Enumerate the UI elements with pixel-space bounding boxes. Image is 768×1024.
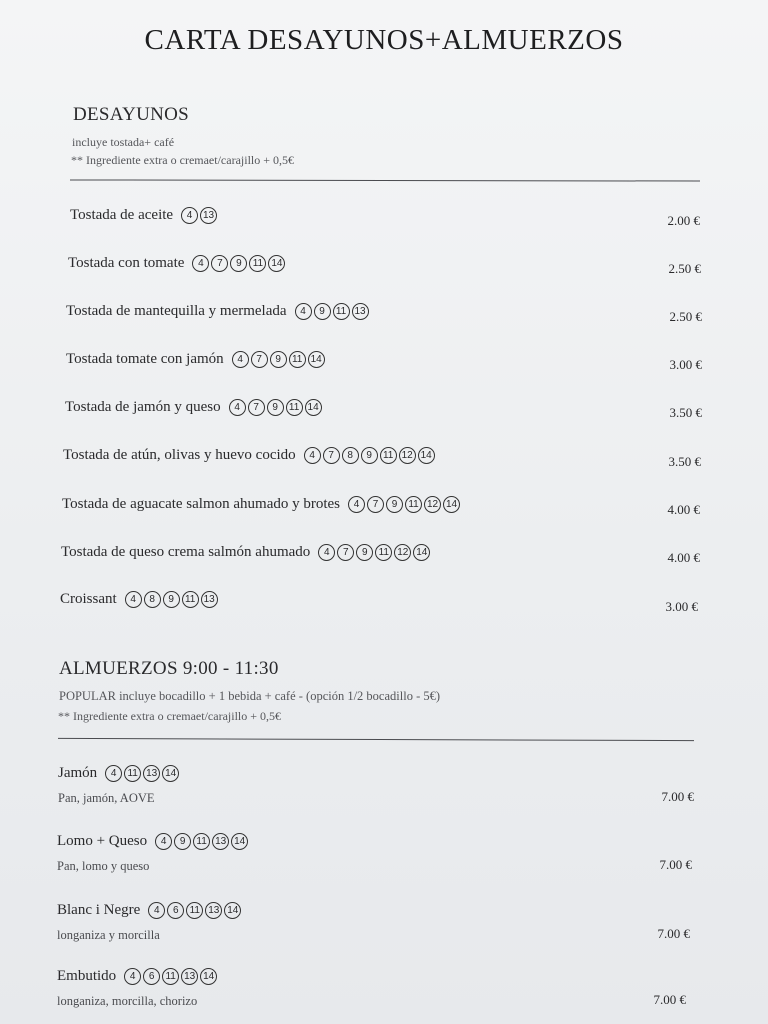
allergen-badge: 9 [230, 255, 247, 272]
allergen-list [295, 303, 369, 320]
page-title: CARTA DESAYUNOS+ALMUERZOS [144, 24, 624, 56]
allergen-badge: 13 [143, 765, 160, 782]
allergen-badge: 6 [167, 902, 184, 919]
almuerzos-note-extra: ** Ingrediente extra o cremaet/carajillo + 0,5€ [58, 709, 282, 723]
allergen-badge: 14 [305, 399, 322, 416]
allergen-badge: 11 [186, 902, 203, 919]
allergen-badge: 14 [443, 496, 460, 513]
allergen-badge: 14 [413, 544, 430, 561]
almuerzo-item-price: 7.00 € [657, 926, 690, 941]
allergen-badge: 13 [201, 591, 218, 608]
allergen-list [148, 902, 241, 919]
allergen-badge: 7 [323, 447, 340, 464]
allergen-badge: 11 [182, 591, 199, 608]
desayuno-item-price: 3.00 € [669, 357, 702, 372]
allergen-badge: 7 [251, 351, 268, 368]
allergen-list [124, 968, 217, 985]
allergen-badge: 9 [163, 591, 180, 608]
allergen-badge: 11 [162, 968, 179, 985]
allergen-badge: 4 [295, 303, 312, 320]
allergen-badge: 14 [231, 833, 248, 850]
allergen-badge: 13 [200, 207, 217, 224]
allergen-list [125, 591, 218, 608]
allergen-badge: 13 [352, 303, 369, 320]
allergen-badge: 11 [249, 255, 266, 272]
almuerzo-item-price: 7.00 € [653, 992, 686, 1007]
desayuno-item-name: Tostada de aguacate salmon ahumado y brotes [62, 496, 341, 512]
almuerzos-heading: ALMUERZOS 9:00 - 11:30 [59, 658, 279, 679]
desayunos-heading: DESAYUNOS [73, 104, 190, 125]
allergen-badge: 11 [333, 303, 350, 320]
desayuno-item [66, 351, 325, 368]
allergen-list [181, 207, 217, 224]
allergen-badge: 4 [181, 207, 198, 224]
desayuno-item-price: 3.50 € [668, 454, 701, 469]
desayunos-note-extra: ** Ingrediente extra o cremaet/carajillo + 0,5€ [71, 153, 295, 167]
almuerzo-item-price: 7.00 € [659, 857, 692, 872]
allergen-badge: 14 [200, 968, 217, 985]
allergen-badge: 6 [143, 968, 160, 985]
almuerzo-item-name: Lomo + Queso [57, 833, 148, 849]
desayuno-item-price: 3.00 € [665, 599, 698, 614]
desayunos-divider [70, 179, 700, 181]
almuerzo-item-description: Pan, jamón, AOVE [58, 791, 155, 805]
almuerzo-item-name: Embutido [57, 968, 117, 984]
allergen-badge: 4 [192, 255, 209, 272]
allergen-badge: 14 [224, 902, 241, 919]
almuerzo-item [57, 902, 241, 919]
allergen-badge: 9 [356, 544, 373, 561]
allergen-badge: 7 [367, 496, 384, 513]
desayuno-item-name: Tostada de queso crema salmón ahumado [61, 544, 311, 560]
allergen-badge: 11 [289, 351, 306, 368]
allergen-badge: 12 [394, 544, 411, 561]
allergen-badge: 4 [155, 833, 172, 850]
desayuno-item-name: Tostada de mantequilla y mermelada [66, 303, 287, 319]
allergen-badge: 11 [380, 447, 397, 464]
allergen-badge: 4 [125, 591, 142, 608]
allergen-badge: 4 [229, 399, 246, 416]
allergen-badge: 7 [211, 255, 228, 272]
allergen-badge: 14 [268, 255, 285, 272]
allergen-badge: 11 [405, 496, 422, 513]
desayuno-item-name: Tostada de aceite [70, 207, 174, 223]
almuerzos-note-popular: POPULAR incluye bocadillo + 1 bebida + café - (opción 1/2 bocadillo - 5€) [59, 689, 441, 703]
allergen-badge: 14 [418, 447, 435, 464]
allergen-badge: 13 [205, 902, 222, 919]
allergen-badge: 9 [361, 447, 378, 464]
allergen-badge: 14 [162, 765, 179, 782]
allergen-badge: 12 [399, 447, 416, 464]
desayuno-item-price: 4.00 € [667, 550, 700, 565]
desayuno-item-price: 2.50 € [668, 261, 701, 276]
allergen-badge: 4 [304, 447, 321, 464]
allergen-badge: 9 [270, 351, 287, 368]
allergen-badge: 12 [424, 496, 441, 513]
allergen-badge: 7 [248, 399, 265, 416]
almuerzo-item [57, 833, 248, 850]
allergen-badge: 11 [193, 833, 210, 850]
allergen-badge: 4 [148, 902, 165, 919]
allergen-badge: 4 [232, 351, 249, 368]
almuerzo-item-name: Blanc i Negre [57, 902, 141, 918]
allergen-list [304, 447, 435, 464]
allergen-badge: 11 [375, 544, 392, 561]
desayuno-item-name: Croissant [60, 591, 117, 607]
desayuno-item-name: Tostada tomate con jamón [66, 351, 224, 367]
allergen-badge: 13 [212, 833, 229, 850]
desayuno-item [62, 496, 460, 513]
desayunos-note-includes: incluye tostada+ café [72, 135, 175, 149]
desayuno-item [60, 591, 218, 608]
allergen-badge: 13 [181, 968, 198, 985]
allergen-badge: 9 [386, 496, 403, 513]
desayuno-item-price: 2.00 € [667, 213, 700, 228]
desayuno-item-name: Tostada de atún, olivas y huevo cocido [63, 447, 296, 463]
desayuno-item-price: 4.00 € [667, 502, 700, 517]
desayuno-item [66, 303, 369, 320]
allergen-list [232, 351, 325, 368]
almuerzo-item [58, 765, 179, 782]
allergen-list [318, 544, 430, 561]
allergen-list [229, 399, 322, 416]
allergen-badge: 8 [342, 447, 359, 464]
allergen-badge: 9 [267, 399, 284, 416]
desayuno-item [61, 544, 430, 561]
allergen-badge: 4 [348, 496, 365, 513]
allergen-badge: 11 [124, 765, 141, 782]
allergen-badge: 14 [308, 351, 325, 368]
desayuno-item-name: Tostada de jamón y queso [65, 399, 221, 415]
almuerzo-item-description: longaniza, morcilla, chorizo [57, 994, 198, 1008]
allergen-list [155, 833, 248, 850]
almuerzo-item [57, 968, 217, 985]
allergen-list [105, 765, 179, 782]
allergen-badge: 4 [124, 968, 141, 985]
desayuno-item [63, 447, 435, 464]
almuerzo-item-description: Pan, lomo y queso [57, 859, 150, 873]
desayuno-item [65, 399, 322, 416]
allergen-badge: 8 [144, 591, 161, 608]
almuerzo-item-price: 7.00 € [661, 789, 694, 804]
allergen-list [192, 255, 285, 272]
allergen-badge: 9 [174, 833, 191, 850]
desayuno-item-price: 3.50 € [669, 405, 702, 420]
desayuno-item [70, 207, 217, 224]
desayuno-item-price: 2.50 € [669, 309, 702, 324]
allergen-badge: 4 [318, 544, 335, 561]
allergen-list [348, 496, 460, 513]
almuerzos-divider [58, 738, 694, 741]
almuerzo-item-name: Jamón [58, 765, 98, 781]
allergen-badge: 4 [105, 765, 122, 782]
allergen-badge: 11 [286, 399, 303, 416]
almuerzo-item-description: longaniza y morcilla [57, 928, 160, 942]
desayuno-item-name: Tostada con tomate [68, 255, 185, 271]
desayuno-item [68, 255, 285, 272]
allergen-badge: 9 [314, 303, 331, 320]
allergen-badge: 7 [337, 544, 354, 561]
